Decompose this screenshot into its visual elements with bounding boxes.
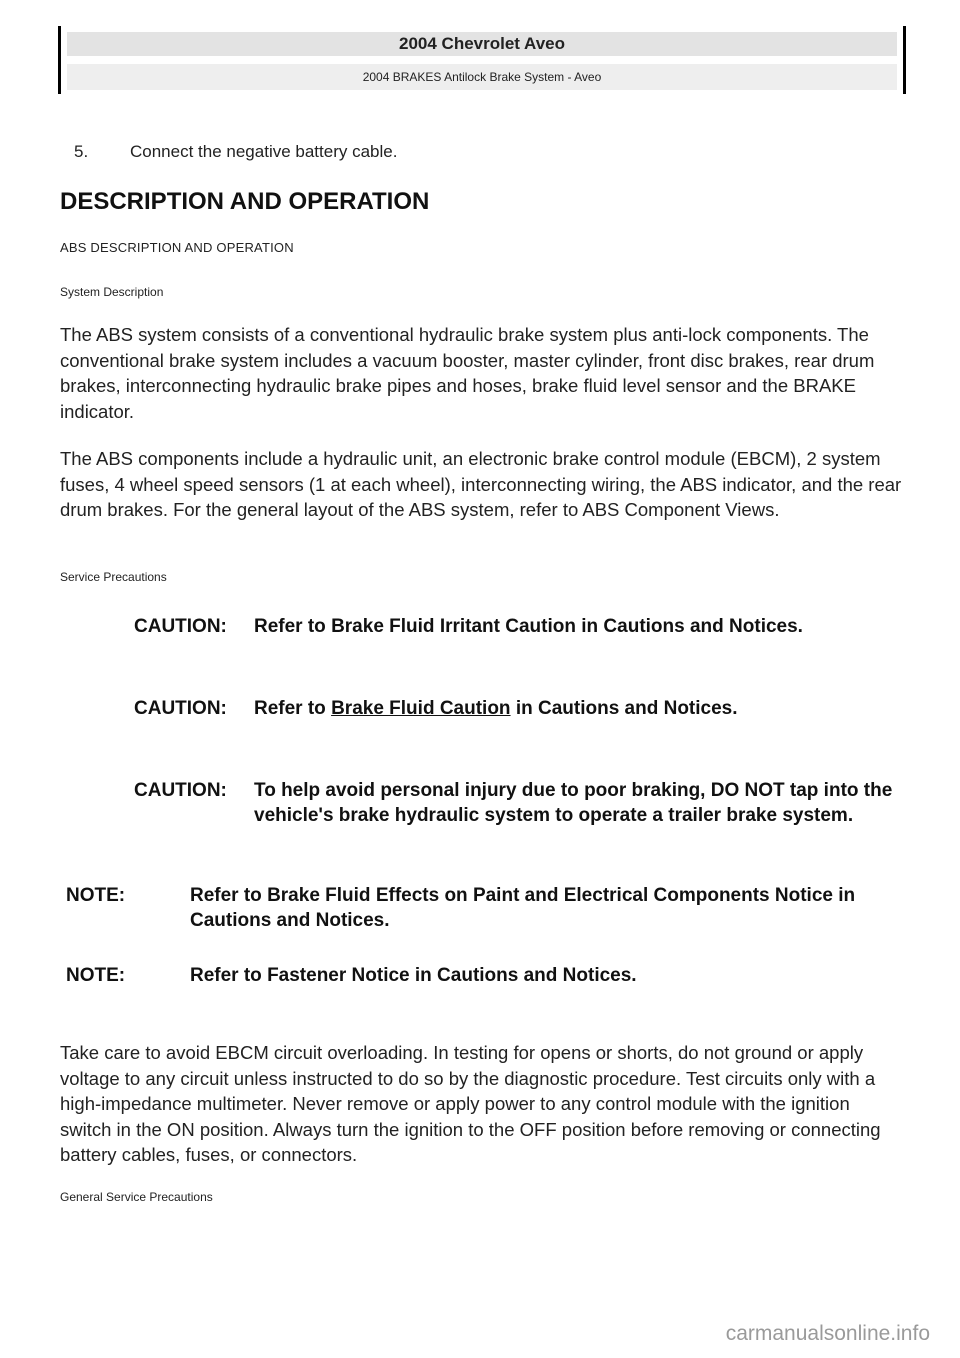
caution-text-suffix: in Cautions and Notices. [510, 698, 738, 719]
note-label: NOTE: [66, 965, 126, 986]
system-description-paragraph-1: The ABS system consists of a conventional hydraulic brake system plus anti-lock components. The conventional brake system includes a vacuum booster, master cylinder, front disc brakes, rear drum brakes, interconnecting hydraulic brake pipes and hoses, brake fluid level sensor and the BRAKE indicator. [60, 324, 875, 422]
document-title: 2004 Chevrolet Aveo [67, 32, 897, 56]
service-precautions-paragraph: Take care to avoid EBCM circuit overloading. In testing for opens or shorts, do not ground or apply voltage to any circuit unless instructed to do so by the diagnostic procedure. Test circuits only with a high-impedance multimeter. Never remove or apply power to any control module with the ignition switch in the ON position. Always turn the ignition to the OFF position before removing or connecting battery cables, fuses, or connectors. [60, 1042, 881, 1165]
service-precautions-heading: Service Precautions [60, 570, 167, 584]
note-text: Refer to Fastener Notice in Cautions and Notices. [190, 965, 637, 986]
section-title: DESCRIPTION AND OPERATION [60, 188, 430, 215]
watermark: carmanualsonline.info [725, 1322, 930, 1345]
caution-text: Refer to Brake Fluid Irritant Caution in Cautions and Notices. [254, 616, 803, 637]
general-service-precautions-heading: General Service Precautions [60, 1190, 213, 1204]
caution-label: CAUTION: [134, 616, 227, 637]
note-text: Refer to Brake Fluid Effects on Paint and Electrical Components Notice in Cautions and Notices. [190, 885, 856, 931]
caution-label: CAUTION: [134, 698, 227, 719]
system-description-paragraph-2: The ABS components include a hydraulic unit, an electronic brake control module (EBCM), 2 system fuses, 4 wheel speed sensors (1 at each wheel), interconnecting wiring, the ABS indicator, and the rear drum brakes. For the general layout of the ABS system, refer to ABS Component Views. [60, 448, 902, 520]
document-subtitle: 2004 BRAKES Antilock Brake System - Aveo [67, 64, 897, 90]
note-label: NOTE: [66, 885, 126, 906]
procedure-step [74, 142, 397, 162]
caution-label: CAUTION: [134, 780, 227, 801]
caution-text-prefix: Refer to [254, 698, 332, 719]
page-header [58, 26, 906, 94]
subsection-title: ABS DESCRIPTION AND OPERATION [60, 240, 294, 255]
system-description-heading: System Description [60, 285, 164, 299]
brake-fluid-caution-link[interactable]: Brake Fluid Caution [331, 698, 511, 719]
caution-text [254, 696, 894, 721]
step-text: Connect the negative battery cable. [130, 142, 398, 161]
caution-text: To help avoid personal injury due to poor braking, DO NOT tap into the vehicle's brake hydraulic system to operate a trailer brake system. [254, 780, 893, 826]
step-number: 5. [74, 142, 89, 161]
